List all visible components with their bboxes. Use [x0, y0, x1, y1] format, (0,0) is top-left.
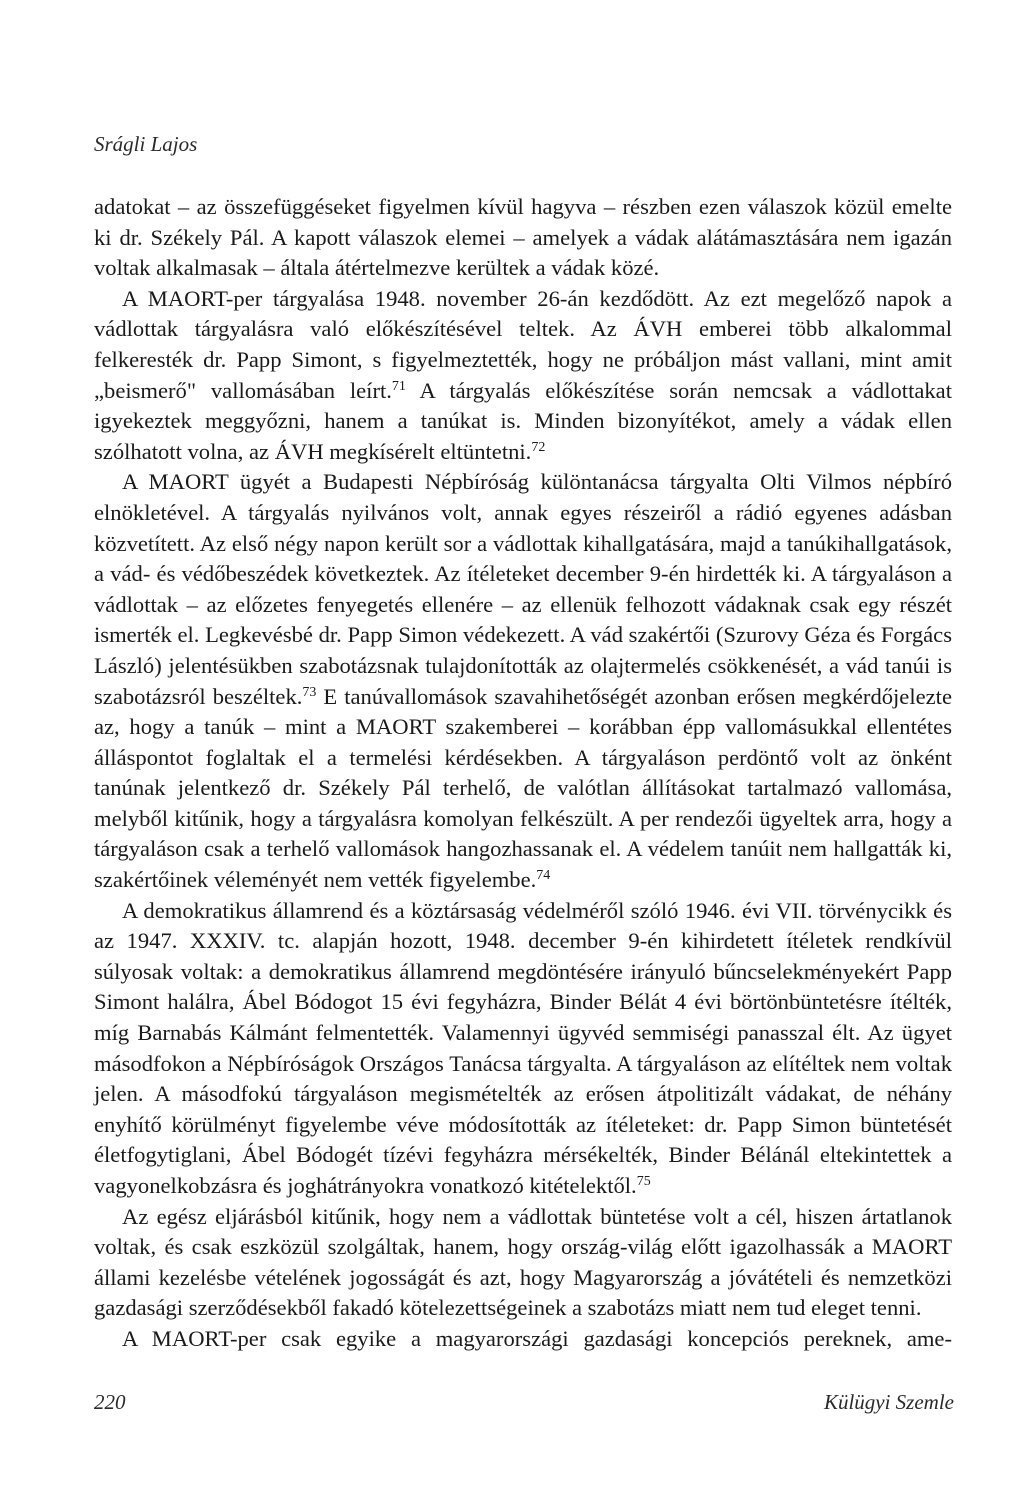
- paragraph-3-text-b: E tanúvallomások szavahihetőségét azonban erősen megkérdőjelezte az, hogy a tanúk – mint a MAORT szakemberei – korábban épp vallomásukkal ellentétes álláspontot foglaltak el a termelési kérdésekben. A tárgyaláson perdöntő volt az önként tanúnak jelentkező dr. Székely Pál terhelő, de valótlan állításokat tartalmazó vallomása, melyből kitűnik, hogy a tárgyalásra komolyan felkészült. A per rendezői ügyeltek arra, hogy a tárgyaláson csak a terhelő vallomások hangozhassanak el. A védelem tanúit nem hallgatták ki, szakértőinek véleményét nem vették figyelembe.: [94, 683, 952, 893]
- footnote-ref-73[interactable]: 73: [302, 684, 317, 700]
- paragraph-2-text-b: A tárgyalás előkészítése során nemcsak a vádlottakat igyekeztek meggyőzni, hanem a tanúkat is. Minden bizonyítékot, amely a vádak ellen szólhatott volna, az ÁVH megkísérelt eltüntetni.: [94, 377, 952, 464]
- footnote-ref-72[interactable]: 72: [531, 439, 546, 455]
- paragraph-4-text-a: A demokratikus államrend és a köztársaság védelméről szóló 1946. évi VII. törvénycikk és az 1947. XXXIV. tc. alapján hozott, 1948. december 9-én kihirdetett ítéletek rendkívül súlyosak voltak: a demokratikus államrend megdöntésére irányuló bűncselekményekért Papp Simont halálra, Ábel Bódogot 15 évi fegyházra, Binder Bélát 4 évi börtönbüntetésre ítélték, míg Barnabás Kálmánt felmentették. Valamennyi ügyvéd semmiségi panasszal élt. Az ügyet másodfokon a Népbíróságok Országos Tanácsa tárgyalta. A tárgyaláson az elítéltek nem voltak jelen. A másodfokú tárgyaláson megismételték az erősen átpolitizált vádakat, de néhány enyhítő körülményt figyelembe véve módosították az ítéleteket: dr. Papp Simon büntetését életfogytiglani, Ábel Bódogét tízévi fegyházra mérsékelték, Binder Bélánál eltekintettek a vagyonelkobzásra és joghátrányokra vonatkozó kitételektől.: [94, 897, 952, 1198]
- paragraph-5-text: Az egész eljárásból kitűnik, hogy nem a vádlottak büntetése volt a cél, hiszen ártatlanok voltak, és csak eszközül szolgáltak, hanem, hogy ország-világ előtt igazolhassák a MAORT állami kezelésbe vételének jogosságát és azt, hogy Magyarország a jóvátételi és nemzetközi gazdasági szerződésekből fakadó kötelezettségeinek a szabotázs miatt nem tud eleget tenni.: [94, 1203, 952, 1321]
- paragraph-2: [94, 284, 952, 468]
- paragraph-4: [94, 896, 952, 1202]
- paragraph-1: [94, 192, 952, 284]
- paragraph-1-text: adatokat – az összefüggéseket figyelmen kívül hagyva – részben ezen válaszok közül emelte ki dr. Székely Pál. A kapott válaszok elemei – amelyek a vádak alátámasztására nem igazán voltak alkalmasak – általa átértelmezve kerültek a vádak közé.: [94, 194, 952, 281]
- footnote-ref-74[interactable]: 74: [536, 868, 551, 884]
- paragraph-3: [94, 467, 952, 895]
- footnote-ref-71[interactable]: 71: [391, 378, 406, 394]
- paragraph-6: [94, 1324, 952, 1355]
- journal-name: Külügyi Szemle: [823, 1390, 954, 1414]
- running-head-author: Srágli Lajos: [94, 132, 198, 156]
- paragraph-2-text-a: A MAORT-per tárgyalása 1948. november 26-án kezdődött. Az ezt megelőző napok a vádlottak tárgyalásra való előkészítésével teltek. Az ÁVH emberei több alkalommal felkeresték dr. Papp Simont, s figyelmeztették, hogy ne próbáljon mást vallani, mint amit „beismerő" vallomásában leírt.: [94, 285, 952, 403]
- paragraph-5: [94, 1202, 952, 1324]
- footnote-ref-75[interactable]: 75: [636, 1174, 651, 1189]
- body-text: [94, 192, 952, 1355]
- paragraph-6-text: A MAORT-per csak egyike a magyarországi gazdasági koncepciós pereknek, ame-: [122, 1325, 952, 1351]
- page-number: 220: [94, 1390, 126, 1414]
- paragraph-3-text-a: A MAORT ügyét a Budapesti Népbíróság különtanácsa tárgyalta Olti Vilmos népbíró elnökletével. A tárgyalás nyilvános volt, annak egyes részeiről a rádió egyenes adásban közvetített. Az első négy napon került sor a vádlottak kihallgatására, majd a tanúkihallgatások, a vád- és védőbeszédek következtek. Az ítéleteket december 9-én hirdették ki. A tárgyaláson a vádlottak – az előzetes fenyegetés ellenére – az ellenük felhozott vádaknak csak egy részét ismerték el. Legkevésbé dr. Papp Simon védekezett. A vád szakértői (Szurovy Géza és Forgács László) jelentésükben szabotázsnak tulajdonították az olajtermelés csökkenését, a vád tanúi is szabotázsról beszéltek.: [94, 469, 952, 709]
